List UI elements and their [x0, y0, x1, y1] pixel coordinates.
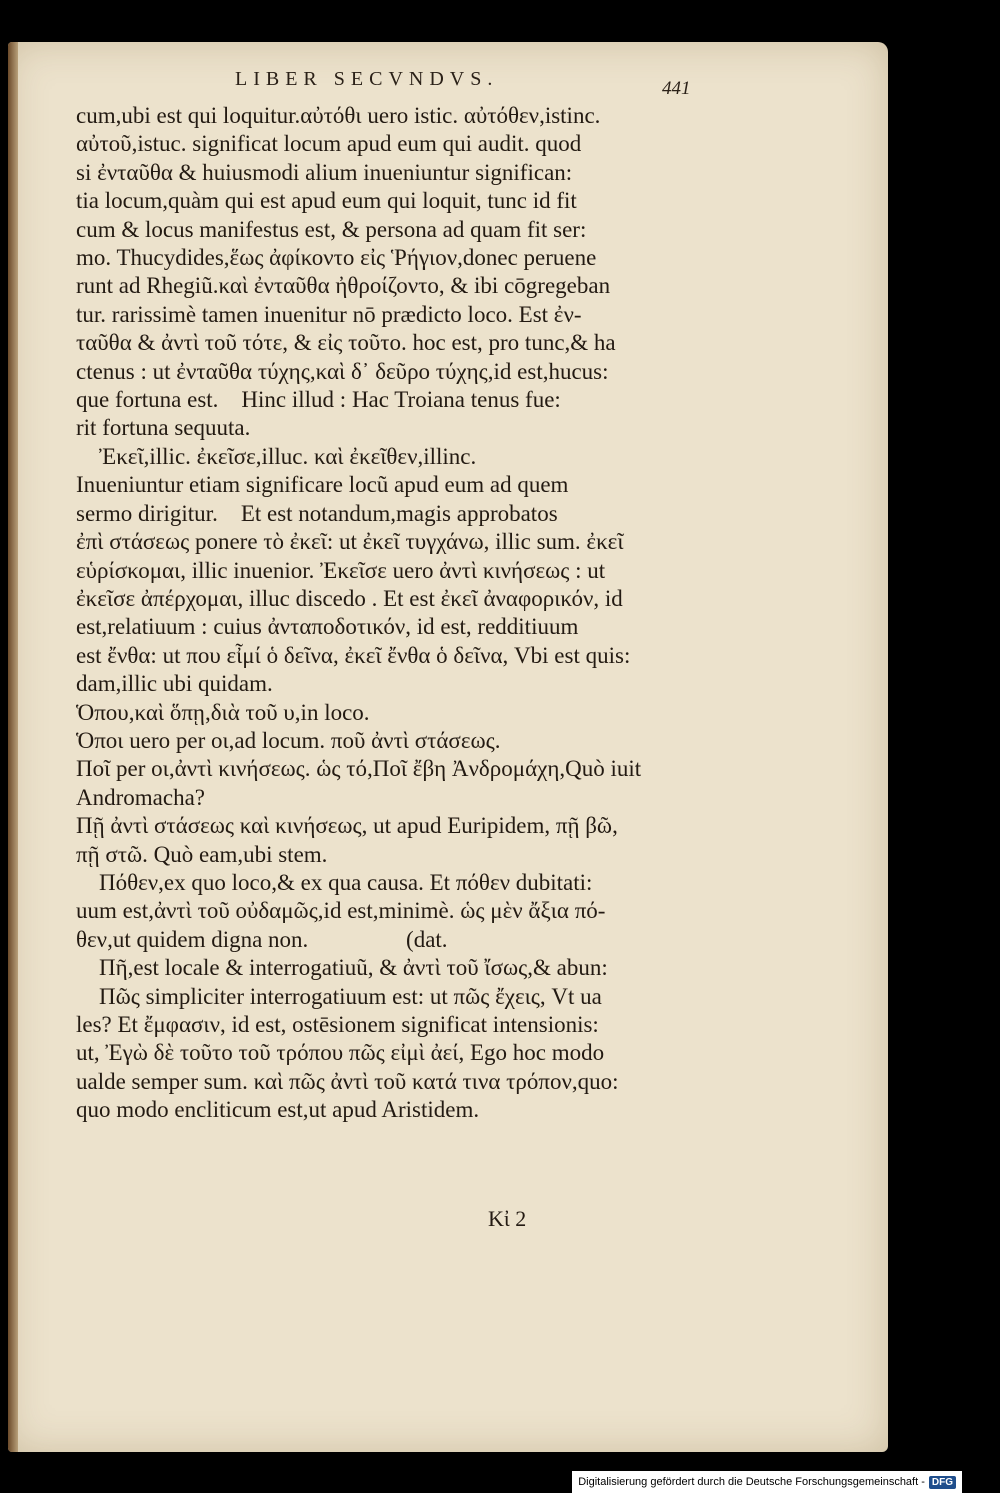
text-line: tur. rarissimè tamen inuenitur nō prædicto loco. Est ἐν- — [76, 301, 582, 327]
text-line: Ποῖ per οι,ἀντὶ κινήσεως. ὡς τό,Ποῖ ἔβη Ἀνδρομάχη,Quò iuit — [76, 756, 642, 782]
text-line: Πῶς simpliciter interrogatiuum est: ut πῶς ἔχεις, Vt ua — [76, 983, 602, 1009]
page-number: 441 — [662, 78, 691, 99]
text-line: Ἐκεῖ,illic. ἐκεῖσε,illuc. καὶ ἐκεῖθεν,illinc. — [76, 443, 477, 469]
text-line: tia locum,quàm qui est apud eum qui loquit, tunc id fit — [76, 188, 577, 214]
text-line: Ὁπου,καὶ ὅπῃ,διὰ τοῦ υ,in loco. — [76, 699, 370, 725]
funding-footer — [572, 1471, 962, 1493]
text-line: εὑρίσκομαι, illic inuenior. Ἐκεῖσε uero ἀντὶ κινήσεως : ut — [76, 557, 606, 583]
text-line: rit fortuna sequuta. — [76, 415, 251, 441]
text-line: Πῇ ἀντὶ στάσεως καὶ κινήσεως, ut apud Euripidem, πῇ βῶ, — [76, 813, 618, 839]
text-line: ualde semper sum. καὶ πῶς ἀντὶ τοῦ κατά τινα τρόπον,quo: — [76, 1068, 619, 1094]
text-line: ἐπὶ στάσεως ponere τὸ ἐκεῖ: ut ἐκεῖ τυγχάνω, illic sum. ἐκεῖ — [76, 529, 624, 555]
text-line: quo modo encliticum est,ut apud Aristidem. — [76, 1097, 480, 1123]
text-line: dam,illic ubi quidam. — [76, 671, 273, 697]
text-line: runt ad Rhegiũ.καὶ ἐνταῦθα ἠθροίζοντο, & ibi cōgregeban — [76, 273, 611, 299]
text-line: ἐκεῖσε ἀπέρχομαι, illuc discedo . Et est ἐκεῖ ἀναφορικόν, id — [76, 585, 623, 611]
dfg-logo-icon: DFG — [929, 1476, 956, 1489]
page-text — [76, 102, 666, 1125]
book-spine — [8, 42, 18, 1452]
running-head: LIBER SECVNDVS. — [235, 68, 499, 90]
text-line: πῇ στῶ. Quò eam,ubi stem. — [76, 841, 328, 867]
text-line: Andromacha? — [76, 784, 205, 810]
text-line: uum est,ἀντὶ τοῦ οὐδαμῶς,id est,minimè. ὡς μὲν ἄξια πό- — [76, 898, 606, 924]
text-line: ctenus : ut ἐνταῦθα τύχης,καὶ δ᾽ δεῦρο τύχης,id est,hucus: — [76, 358, 609, 384]
text-line: mo. Thucydides,ἕως ἀφίκοντο εἰς Ῥήγιον,donec peruene — [76, 245, 597, 271]
signature-mark: Kἰ 2 — [488, 1206, 527, 1231]
text-line: Πόθεν,ex quo loco,& ex qua causa. Et πόθεν dubitati: — [76, 869, 593, 895]
text-line: est ἔνθα: ut που εἶμί ὁ δεῖνα, ἐκεῖ ἔνθα ὁ δεῖνα, Vbi est quis: — [76, 642, 631, 668]
text-line: Ὁποι uero per οι,ad locum. ποῦ ἀντὶ στάσεως. — [76, 727, 501, 753]
funding-note: Digitalisierung gefördert durch die Deutsche Forschungsgemeinschaft - — [578, 1476, 925, 1488]
text-line: cum & locus manifestus est, & persona ad quam fit ser: — [76, 216, 587, 242]
text-line: cum,ubi est qui loquitur.αὐτόθι uero istic. αὐτόθεν,istinc. — [76, 103, 601, 128]
text-line: ταῦθα & ἀντὶ τοῦ τότε, & εἰς τοῦτο. hoc est, pro tunc,& ha — [76, 330, 616, 356]
text-line: αὐτοῦ,istuc. significat locum apud eum qui audit. quod — [76, 131, 582, 157]
text-line: les? Et ἔμφασιν, id est, ostēsionem significat intensionis: — [76, 1012, 599, 1037]
text-line: Inueniuntur etiam significare locũ apud eum ad quem — [76, 472, 569, 498]
text-line: ut, Ἐγὼ δὲ τοῦτο τοῦ τρόπου πῶς εἰμὶ ἀεί, Ego hoc modo — [76, 1040, 605, 1066]
text-line: si ἐνταῦθα & huiusmodi alium inueniuntur significan: — [76, 159, 573, 185]
text-line: Πῆ,est locale & interrogatiuũ, & ἀντὶ τοῦ ἴσως,& abun: — [76, 955, 608, 981]
text-line: est,relatiuum : cuius ἀνταποδοτικόν, id est, redditiuum — [76, 614, 579, 640]
text-line: que fortuna est. Hinc illud : Hac Troiana tenus fue: — [76, 387, 561, 413]
text-line: sermo dirigitur. Et est notandum,magis approbatos — [76, 500, 558, 526]
text-line: θεν,ut quidem digna non. (dat. — [76, 926, 448, 952]
